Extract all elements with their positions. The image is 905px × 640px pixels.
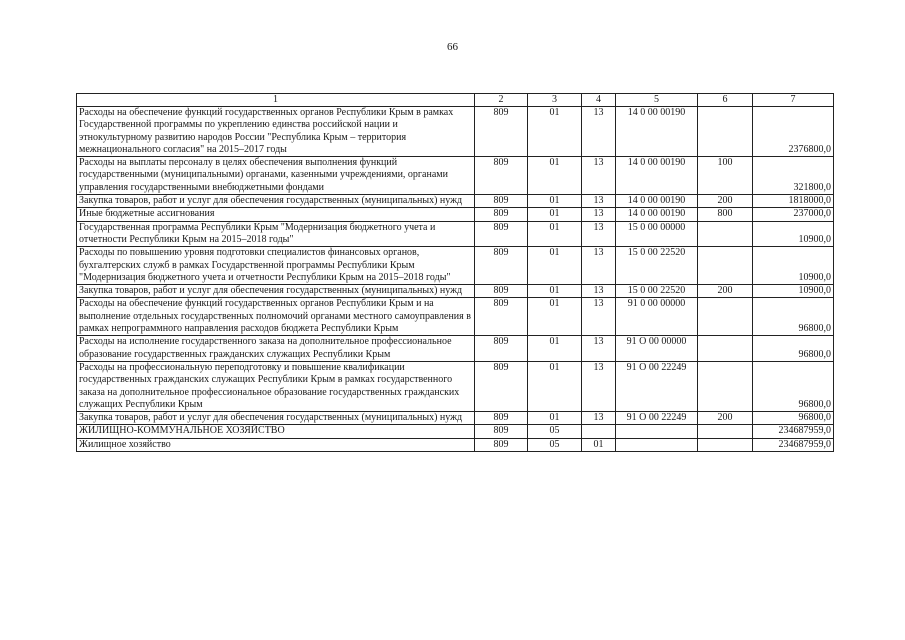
column-header: 4	[582, 94, 616, 107]
table-row	[77, 107, 834, 157]
cell-expense-type	[698, 247, 753, 285]
cell-name: Расходы на профессиональную переподготовку и повышение квалификации государственных гражданских служащих Республики Крым в рамках государственного заказа на дополнительное профессиональное образование государственных гражданских служащих Республики Крым	[77, 361, 475, 411]
cell-subsection: 01	[582, 438, 616, 451]
header-row	[77, 94, 834, 107]
table-row	[77, 438, 834, 451]
cell-section: 01	[528, 298, 582, 336]
cell-section: 01	[528, 285, 582, 298]
cell-expense-type	[698, 298, 753, 336]
cell-subsection: 13	[582, 195, 616, 208]
cell-expense-type	[698, 361, 753, 411]
page-number: 66	[447, 41, 458, 53]
cell-subsection: 13	[582, 107, 616, 157]
cell-amount: 237000,0	[753, 208, 834, 221]
cell-section: 01	[528, 412, 582, 425]
cell-subsection: 13	[582, 285, 616, 298]
cell-name: Расходы на исполнение государственного заказа на дополнительное профессиональное образование государственных гражданских служащих Республики Крым	[77, 336, 475, 362]
cell-expense-type	[698, 336, 753, 362]
cell-subsection	[582, 425, 616, 438]
cell-grbs: 809	[475, 195, 528, 208]
cell-target-article: 14 0 00 00190	[616, 195, 698, 208]
cell-section: 05	[528, 425, 582, 438]
cell-name: Расходы на выплаты персоналу в целях обеспечения выполнения функций государственными (муниципальными) органами, казенными учреждениями, органами управления государственными внебюджетными фондами	[77, 157, 475, 195]
cell-grbs: 809	[475, 221, 528, 247]
cell-name: Иные бюджетные ассигнования	[77, 208, 475, 221]
cell-subsection: 13	[582, 208, 616, 221]
cell-subsection: 13	[582, 221, 616, 247]
cell-subsection: 13	[582, 412, 616, 425]
cell-section: 01	[528, 157, 582, 195]
cell-section: 01	[528, 336, 582, 362]
cell-expense-type	[698, 107, 753, 157]
cell-section: 01	[528, 208, 582, 221]
cell-target-article: 14 0 00 00190	[616, 208, 698, 221]
cell-expense-type: 200	[698, 412, 753, 425]
cell-grbs: 809	[475, 336, 528, 362]
cell-target-article: 91 0 00 00000	[616, 298, 698, 336]
table-row	[77, 285, 834, 298]
table-row	[77, 425, 834, 438]
cell-amount: 10900,0	[753, 285, 834, 298]
cell-section: 01	[528, 361, 582, 411]
cell-expense-type	[698, 221, 753, 247]
cell-grbs: 809	[475, 361, 528, 411]
cell-target-article	[616, 438, 698, 451]
cell-name: Государственная программа Республики Крым "Модернизация бюджетного учета и отчетности Республики Крым на 2015–2018 годы"	[77, 221, 475, 247]
cell-grbs: 809	[475, 107, 528, 157]
cell-grbs: 809	[475, 412, 528, 425]
cell-subsection: 13	[582, 336, 616, 362]
cell-name: Расходы на обеспечение функций государственных органов Республики Крым и на выполнение отдельных государственных полномочий органами местного самоуправления в рамках непрограммного направления расходов бюджета Республики Крым	[77, 298, 475, 336]
cell-grbs: 809	[475, 247, 528, 285]
budget-table	[76, 93, 834, 452]
column-header: 6	[698, 94, 753, 107]
cell-target-article: 91 О 00 00000	[616, 336, 698, 362]
table-row	[77, 361, 834, 411]
column-header: 1	[77, 94, 475, 107]
cell-expense-type	[698, 438, 753, 451]
table-row	[77, 247, 834, 285]
column-header: 5	[616, 94, 698, 107]
cell-name: Расходы по повышению уровня подготовки специалистов финансовых органов, бухгалтерских служб в рамках Государственной программы Республики Крым "Модернизация бюджетного учета и отчетности Республики Крым на 2015–2018 годы"	[77, 247, 475, 285]
cell-expense-type: 100	[698, 157, 753, 195]
cell-target-article: 15 0 00 00000	[616, 221, 698, 247]
cell-subsection: 13	[582, 157, 616, 195]
cell-grbs: 809	[475, 425, 528, 438]
cell-subsection: 13	[582, 361, 616, 411]
table-row	[77, 157, 834, 195]
cell-target-article: 91 О 00 22249	[616, 361, 698, 411]
cell-expense-type: 800	[698, 208, 753, 221]
cell-amount: 96800,0	[753, 361, 834, 411]
cell-name: ЖИЛИЩНО-КОММУНАЛЬНОЕ ХОЗЯЙСТВО	[77, 425, 475, 438]
cell-amount: 96800,0	[753, 298, 834, 336]
cell-amount: 321800,0	[753, 157, 834, 195]
table-row	[77, 221, 834, 247]
cell-grbs: 809	[475, 285, 528, 298]
cell-section: 01	[528, 107, 582, 157]
cell-amount: 10900,0	[753, 247, 834, 285]
cell-section: 01	[528, 221, 582, 247]
cell-expense-type: 200	[698, 195, 753, 208]
table-row	[77, 208, 834, 221]
cell-target-article	[616, 425, 698, 438]
cell-grbs: 809	[475, 157, 528, 195]
cell-target-article: 15 0 00 22520	[616, 247, 698, 285]
cell-subsection: 13	[582, 298, 616, 336]
cell-amount: 1818000,0	[753, 195, 834, 208]
cell-target-article: 14 0 00 00190	[616, 107, 698, 157]
cell-grbs: 809	[475, 208, 528, 221]
cell-section: 01	[528, 247, 582, 285]
cell-amount: 96800,0	[753, 336, 834, 362]
cell-amount: 96800,0	[753, 412, 834, 425]
cell-target-article: 91 О 00 22249	[616, 412, 698, 425]
cell-expense-type	[698, 425, 753, 438]
cell-name: Закупка товаров, работ и услуг для обеспечения государственных (муниципальных) нужд	[77, 195, 475, 208]
column-header: 2	[475, 94, 528, 107]
cell-name: Закупка товаров, работ и услуг для обеспечения государственных (муниципальных) нужд	[77, 412, 475, 425]
column-header: 3	[528, 94, 582, 107]
cell-section: 05	[528, 438, 582, 451]
cell-expense-type: 200	[698, 285, 753, 298]
table-row	[77, 298, 834, 336]
column-header: 7	[753, 94, 834, 107]
cell-name: Расходы на обеспечение функций государственных органов Республики Крым в рамках Государственной программы по укреплению единства российской нации и этнокультурному развитию народов России "Республика Крым – территория межнационального согласия" на 2015–2017 годы	[77, 107, 475, 157]
cell-name: Закупка товаров, работ и услуг для обеспечения государственных (муниципальных) нужд	[77, 285, 475, 298]
cell-target-article: 14 0 00 00190	[616, 157, 698, 195]
table-row	[77, 195, 834, 208]
cell-target-article: 15 0 00 22520	[616, 285, 698, 298]
cell-amount: 10900,0	[753, 221, 834, 247]
cell-amount: 2376800,0	[753, 107, 834, 157]
cell-name: Жилищное хозяйство	[77, 438, 475, 451]
table-row	[77, 412, 834, 425]
cell-section: 01	[528, 195, 582, 208]
cell-grbs: 809	[475, 438, 528, 451]
cell-subsection: 13	[582, 247, 616, 285]
cell-amount: 234687959,0	[753, 438, 834, 451]
table-row	[77, 336, 834, 362]
cell-grbs: 809	[475, 298, 528, 336]
cell-amount: 234687959,0	[753, 425, 834, 438]
